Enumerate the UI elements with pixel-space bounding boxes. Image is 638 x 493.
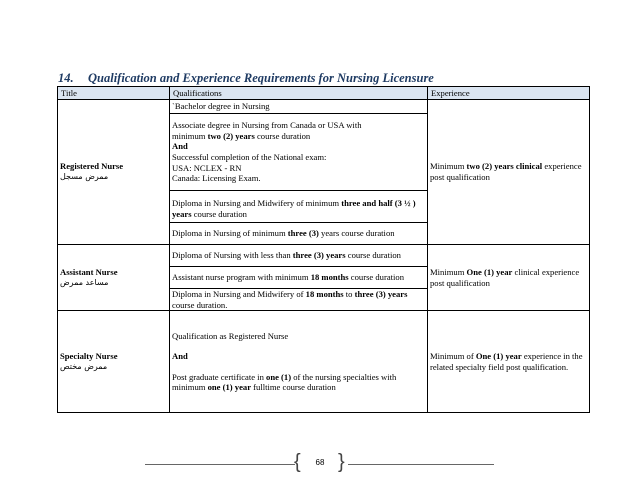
rn-q2-line5: Canada: Licensing Exam.	[172, 173, 261, 184]
rn-q4-b: three (3)	[287, 228, 319, 239]
an-q2-a: Assistant nurse program with minimum	[172, 272, 311, 283]
an-q3-b: 18 months	[305, 289, 344, 299]
sn-exp-b: One (1) year	[475, 351, 522, 362]
rn-q2-l2a: minimum	[172, 130, 208, 141]
rn-qual-3	[170, 191, 428, 223]
sn-q2-e: fulltime course duration	[251, 382, 336, 393]
rn-q3-c: course duration	[191, 208, 247, 219]
rn-q2-line2	[172, 131, 425, 142]
left-brace-icon: {	[294, 451, 301, 473]
requirements-table	[57, 86, 590, 413]
rn-q2-line3: Successful completion of the National exam:	[172, 152, 327, 162]
an-exp-b: One (1) year	[466, 267, 513, 277]
an-title-en: Assistant Nurse	[60, 267, 118, 277]
table-row	[58, 311, 590, 413]
an-q3-a: Diploma in Nursing and Midwifery of	[172, 289, 306, 299]
section-title: Qualification and Experience Requirements for Nursing Licensure	[88, 71, 434, 85]
rn-qual-1: `Bachelor degree in Nursing	[170, 100, 428, 114]
an-title-ar: مساعد ممرض	[60, 277, 109, 287]
an-q1-b: three (3) years	[292, 250, 346, 261]
sn-q2	[172, 372, 425, 393]
sn-qualifications-cell	[170, 311, 428, 413]
an-qual-2	[170, 267, 428, 289]
sn-q2-c: of the nursing specialties with minimum	[172, 371, 397, 393]
rn-q2-l2b: two (2) years	[207, 130, 255, 141]
sn-q-and: And	[172, 351, 188, 362]
an-exp-c: clinical experience post qualification	[430, 267, 580, 288]
table-row	[58, 100, 590, 114]
sn-title-en: Specialty Nurse	[60, 351, 118, 362]
rn-q2-line4: USA: NCLEX - RN	[172, 162, 242, 173]
rn-title-en: Registered Nurse	[60, 161, 124, 172]
an-q2-b: 18 months	[310, 272, 349, 283]
rn-q2-l2c: course duration	[254, 130, 311, 141]
header-title: Title	[58, 87, 170, 100]
sn-title-cell	[58, 311, 170, 413]
an-exp-a: Minimum	[430, 267, 467, 277]
an-q2-c: course duration	[348, 272, 405, 283]
header-qualifications: Qualifications	[170, 87, 428, 100]
sn-title-ar: ممرض مختص	[60, 361, 108, 371]
an-title-cell	[58, 245, 170, 311]
rn-title-cell	[58, 100, 170, 245]
sn-q2-b: one (1)	[266, 371, 292, 382]
an-q3-d: three (3) years	[354, 289, 408, 299]
rn-exp-c: experience post qualification	[430, 161, 582, 182]
rn-q3-a: Diploma in Nursing and Midwifery of minimum	[172, 197, 342, 208]
footer-rule-right	[348, 464, 494, 465]
an-qual-1	[170, 245, 428, 267]
rn-exp-b: two (2) years clinical	[466, 161, 543, 172]
an-q3-c: to	[343, 289, 355, 299]
rn-q4-c: years course duration	[318, 228, 395, 239]
an-qual-3	[170, 289, 428, 311]
an-q1-a: Diploma of Nursing with less than	[172, 250, 293, 261]
section-heading	[58, 71, 434, 86]
page-number: 68	[315, 458, 325, 467]
an-q1-c: course duration	[345, 250, 401, 261]
right-brace-icon: }	[338, 451, 345, 473]
rn-title-ar: ممرض مسجل	[60, 172, 109, 181]
rn-q3-b: three and half (3 ½ ) years	[172, 197, 416, 219]
footer-rule-left	[145, 464, 295, 465]
an-experience-cell	[428, 245, 590, 311]
rn-qual-2	[170, 114, 428, 191]
rn-exp-a: Minimum	[430, 161, 467, 172]
sn-q2-d: one (1) year	[207, 382, 252, 393]
sn-q1: Qualification as Registered Nurse	[172, 330, 289, 341]
table-row	[58, 245, 590, 267]
sn-experience-cell	[428, 311, 590, 413]
table-header-row	[58, 87, 590, 100]
section-number: 14.	[58, 71, 74, 85]
rn-experience-cell	[428, 100, 590, 245]
rn-q2-and: And	[172, 141, 188, 152]
rn-qual-4	[170, 223, 428, 245]
sn-q2-a: Post graduate certificate in	[172, 371, 267, 382]
rn-q2-line1: Associate degree in Nursing from Canada or USA with	[172, 120, 362, 131]
an-q3-e: course duration.	[172, 299, 228, 310]
sn-exp-c: experience in the related specialty field post qualification.	[430, 351, 583, 372]
sn-exp-a: Minimum of	[430, 351, 476, 362]
header-experience: Experience	[428, 87, 590, 100]
rn-q4-a: Diploma in Nursing of minimum	[172, 228, 288, 239]
